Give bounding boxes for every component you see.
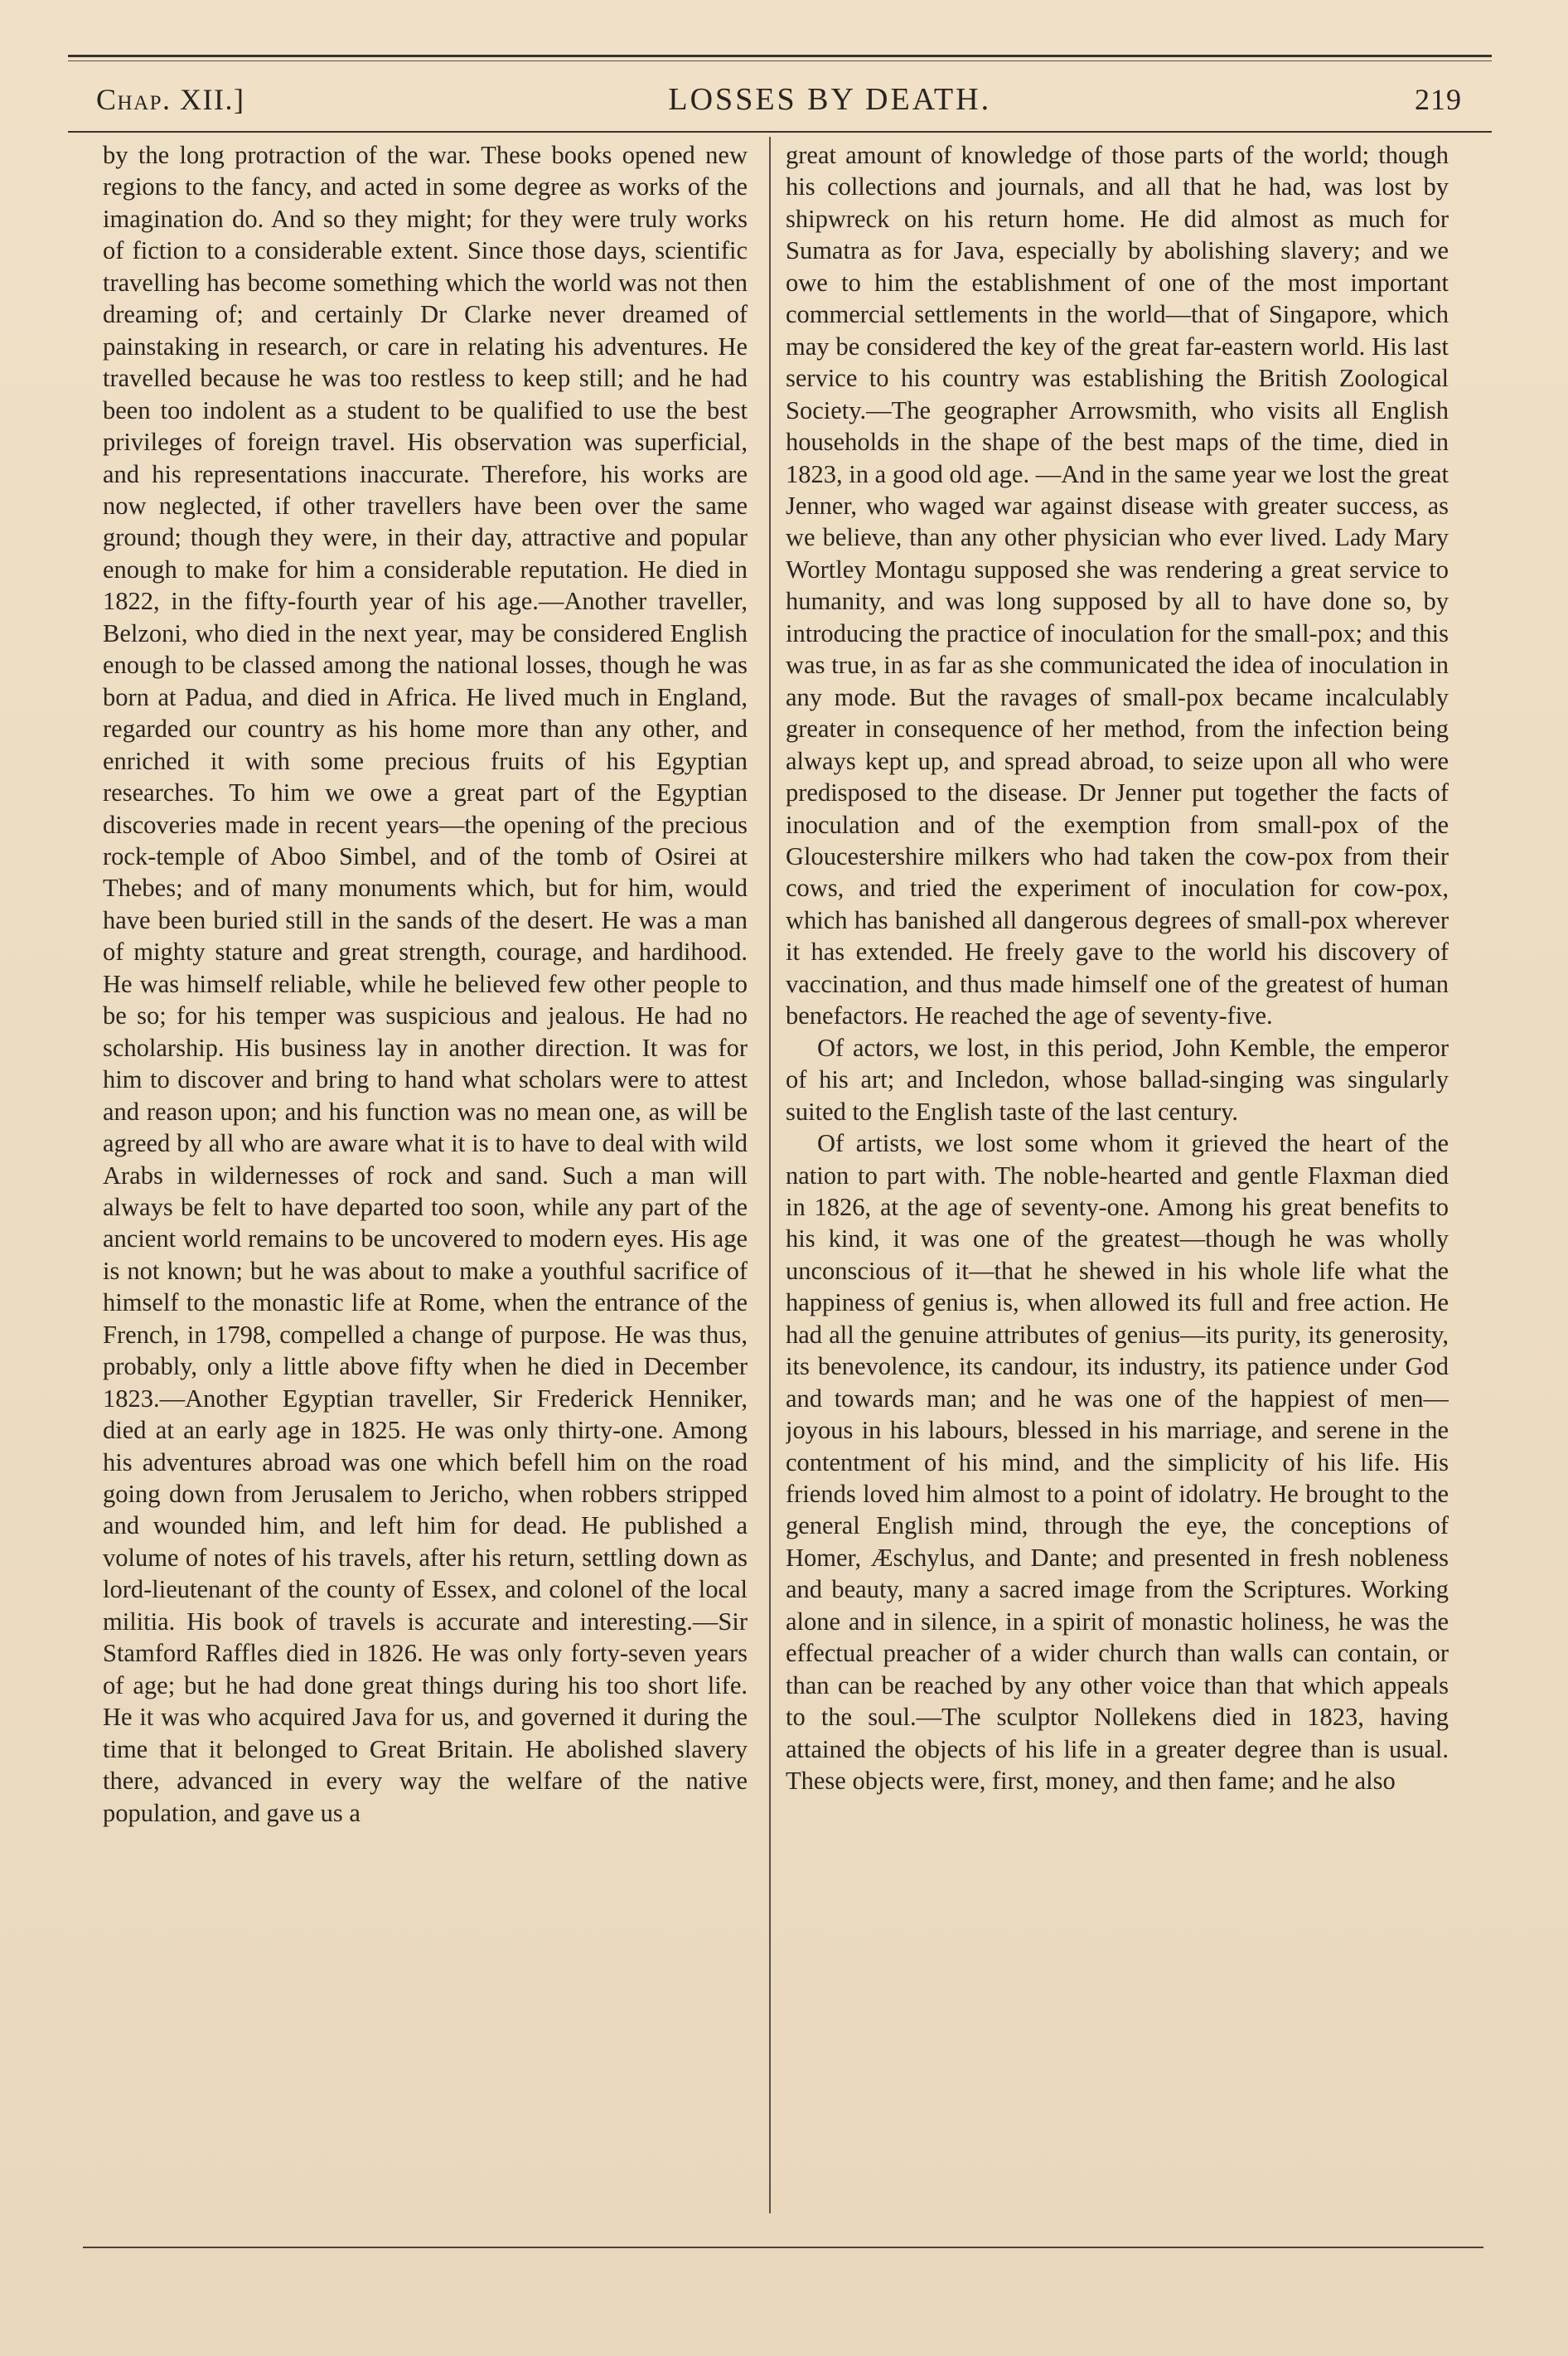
bottom-rule [83,2247,1483,2248]
header-rule [68,131,1492,133]
right-paragraph-3: Of artists, we lost some whom it grieved the heart of the nation to part with. The noble-hearted and gentle Flaxman died in 1826, at the age of seventy-one. Among his great benefits to his kind, it was one of the greatest—though he was wholly unconscious of it—that he shewed in his whole life what the happiness of genius is, when allowed its full and free action. He had all the genuine attributes of genius—its purity, its generosity, its benevolence, its candour, its industry, its patience under God and towards man; and he was one of the happiest of men—joyous in his labours, blessed in his marriage, and serene in the contentment of his mind, and the simplicity of his life. His friends loved him almost to a point of idolatry. He brought to the general English mind, through the eye, the conceptions of Homer, Æschylus, and Dante; and presented in fresh nobleness and beauty, many a sacred image from the Scriptures. Working alone and in silence, in a spirit of monastic holiness, he was the effectual preacher of a wider church than walls can contain, or than can be reached by any other voice than that which appeals to the soul.—The sculptor Nollekens died in 1823, having attained the objects of his life in a greater degree than is usual. These objects were, first, money, and then fame; and he also [786,1129,1449,1796]
left-column [103,139,748,2208]
right-paragraph-2: Of actors, we lost, in this period, John Kemble, the emperor of his art; and Incledon, whose ballad-singing was singularly suited to the English taste of the last century. [786,1033,1449,1126]
page-number: 219 [1415,83,1462,116]
left-paragraph-1: by the long protraction of the war. These books opened new regions to the fancy, and acted in some degree as works of the imagination do. And so they might; for they were truly works of fiction to a considerable extent. Since those days, scientific travelling has become something which the world was not then dreaming of; and certainly Dr Clarke never dreamed of painstaking in research, or care in relating his adventures. He travelled because he was too restless to keep still; and he had been too indolent as a student to be qualified to use the best privileges of foreign travel. His observation was superficial, and his representations inaccurate. Therefore, his works are now neglected, if other travellers have been over the same ground; though they were, in their day, attractive and popular enough to make for him a considerable reputation. He died in 1822, in the fifty-fourth year of his age.—Another traveller, Belzoni, who died in the next year, may be considered English enough to be classed among the national losses, though he was born at Padua, and died in Africa. He lived much in England, regarded our country as his home more than any other, and enriched it with some precious fruits of his Egyptian researches. To him we owe a great part of the Egyptian discoveries made in recent years—the opening of the precious rock-temple of Aboo Simbel, and of the tomb of Osirei at Thebes; and of many monuments which, but for him, would have been buried still in the sands of the desert. He was a man of mighty stature and great strength, courage, and hardihood. He was himself reliable, while he believed few other people to be so; for his temper was suspicious and jealous. He had no scholarship. His business lay in another direction. It was for him to discover and bring to hand what scholars were to attest and reason upon; and his function was no mean one, as will be agreed by all who are aware what it is to have to deal with wild Arabs in wildernesses of rock and sand. Such a man will always be felt to have departed too soon, while any part of the ancient world remains to be uncovered to modern eyes. His age is not known; but he was about to make a youthful sacrifice of himself to the monastic life at Rome, when the entrance of the French, in 1798, compelled a change of purpose. He was thus, probably, only a little above fifty when he died in December 1823.—Another Egyptian traveller, Sir Frederick Henniker, died at an early age in 1825. He was only thirty-one. Among his adventures abroad was one which befell him on the road going down from Jerusalem to Jericho, when robbers stripped and wounded him, and left him for dead. He published a volume of notes of his travels, after his return, settling down as lord-lieutenant of the county of Essex, and colonel of the local militia. His book of travels is accurate and interesting.—Sir Stamford Raffles died in 1826. He was only forty-seven years of age; but he had done great things during his too short life. He it was who acquired Java for us, and governed it during the time that it belonged to Great Britain. He abolished slavery there, advanced in every way the welfare of the native population, and gave us a [103,141,748,1827]
running-head [96,75,1462,124]
column-divider [769,137,771,2213]
right-column [786,139,1449,2208]
page-title: LOSSES BY DEATH. [668,82,992,117]
chapter-label: Chap. XII.] [96,83,245,116]
right-paragraph-1: great amount of knowledge of those parts of the world; though his collections and journals, and all that he had, was lost by shipwreck on his return home. He did almost as much for Sumatra as for Java, especially by abolishing slavery; and we owe to him the establishment of one of the most important commercial settlements in the world—that of Singapore, which may be considered the key of the great far-eastern world. His last service to his country was establishing the British Zoological Society.—The geographer Arrowsmith, who visits all English households in the shape of the best maps of the time, died in 1823, in a good old age. —And in the same year we lost the great Jenner, who waged war against disease with greater success, as we believe, than any other physician who ever lived. Lady Mary Wortley Montagu supposed she was rendering a great service to humanity, and was long supposed by all to have done so, by introducing the practice of inoculation for the small-pox; and this was true, in as far as she communicated the idea of inoculation in any mode. But the ravages of small-pox became incalculably greater in consequence of her method, from the infection being always kept up, and spread abroad, to seize upon all who were predisposed to the disease. Dr Jenner put together the facts of inoculation and of the exemption from small-pox of the Gloucestershire milkers who had taken the cow-pox from their cows, and tried the experiment of inoculation for cow-pox, which has banished all dangerous degrees of small-pox wherever it has extended. He freely gave to the world his discovery of vaccination, and thus made himself one of the greatest of human benefactors. He reached the age of seventy-five. [786,141,1449,1030]
top-rule [68,55,1492,57]
